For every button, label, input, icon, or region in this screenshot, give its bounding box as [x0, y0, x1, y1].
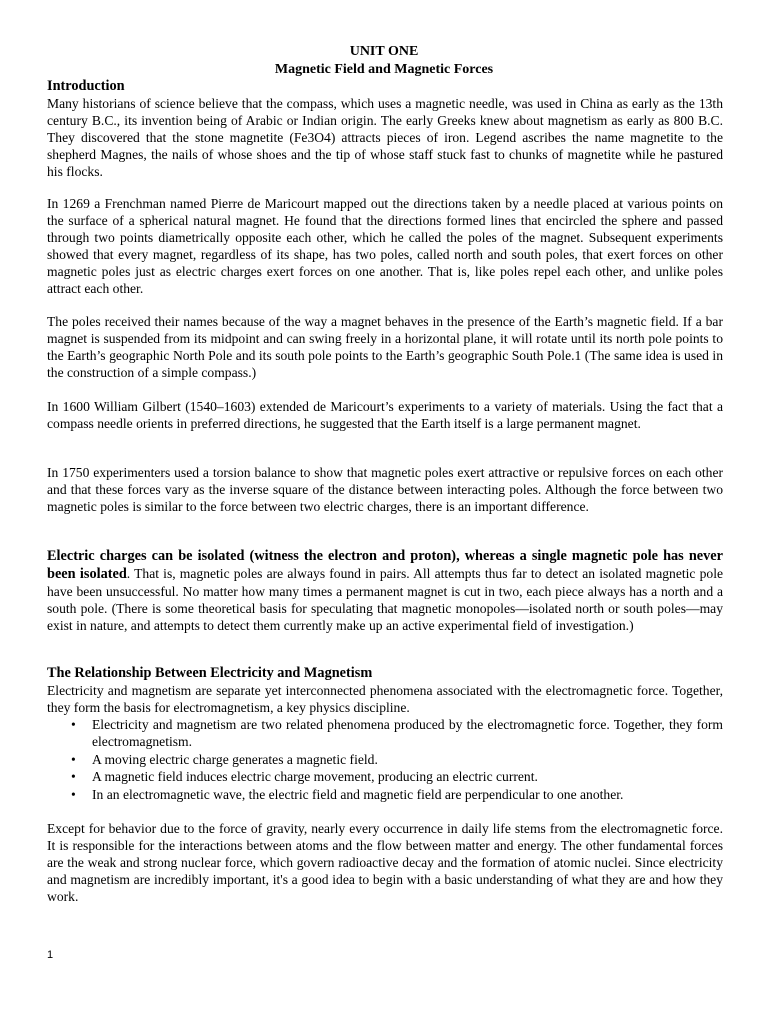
paragraph-gilbert: In 1600 William Gilbert (1540–1603) extended de Maricourt’s experiments to a variety of materials. Using the fact that a compass needle orients in preferred directions, he suggested that the Earth itself is a large permanent magnet.	[47, 399, 723, 431]
paragraph-maricourt: In 1269 a Frenchman named Pierre de Maricourt mapped out the directions taken by a needle placed at various points on the surface of a spherical natural magnet. He found that the directions formed lines that encircled the sphere and passed through two points diametrically opposite each other, which he called the poles of the magnet. Subsequent experiments showed that every magnet, regardless of its shape, has two poles, called north and south poles, that exert forces on other magnetic poles just as electric charges exert forces on one another. That is, like poles repel each other, and unlike poles attract each other.	[47, 196, 723, 296]
bullet-text: A moving electric charge generates a magnetic field.	[92, 752, 378, 767]
bullet-icon: •	[71, 769, 76, 784]
bullet-icon: •	[71, 717, 76, 732]
section-heading-introduction: Introduction	[47, 78, 125, 94]
section-heading-relationship: The Relationship Between Electricity and Magnetism	[47, 665, 373, 681]
paragraph-pole-names: The poles received their names because of the way a magnet behaves in the presence of the Earth’s magnetic field. If a bar magnet is suspended from its midpoint and can swing freely in a horizontal plane, it will rotate until its north pole points to the Earth’s geographic North Pole and its south pole points to the Earth’s geographic South Pole.1 (The same idea is used in the construction of a simple compass.)	[47, 314, 723, 380]
chapter-title: Magnetic Field and Magnetic Forces	[274, 62, 494, 77]
bullet-icon: •	[71, 752, 76, 767]
unit-title: UNIT ONE	[349, 44, 419, 59]
bullet-text: A magnetic field induces electric charge movement, producing an electric current.	[92, 769, 538, 784]
bullet-icon: •	[71, 787, 76, 802]
page-number: 1	[47, 949, 54, 961]
paragraph-isolated-poles	[47, 547, 723, 634]
bullet-text: Electricity and magnetism are two related phenomena produced by the electromagnetic force. Together, they form electromagnetism.	[92, 717, 723, 749]
paragraph-torsion-balance: In 1750 experimenters used a torsion balance to show that magnetic poles exert attractive or repulsive forces on each other and that these forces vary as the inverse square of the distance between interacting poles. Although the force between two magnetic poles is similar to the force between two electric charges, there is an important difference.	[47, 465, 723, 514]
isolated-poles-statement: Electric charges can be isolated (witness the electron and proton), whereas a single magnetic pole has never been isolated	[47, 548, 723, 582]
paragraph-electromagnetic-force: Except for behavior due to the force of gravity, nearly every occurrence in daily life stems from the electromagnetic force. It is responsible for the interactions between atoms and the flow between matter and energy. The other fundamental forces are the weak and strong nuclear force, which govern radioactive decay and the formation of atomic nuclei. Since electricity and magnetism are incredibly important, it's a good idea to begin with a basic understanding of what they are and how they work.	[47, 821, 723, 904]
isolated-poles-explanation: . That is, magnetic poles are always found in pairs. All attempts thus far to detect an isolated magnetic pole have been unsuccessful. No matter how many times a permanent magnet is cut in two, each piece always has a north and a south pole. (There is some theoretical basis for speculating that magnetic monopoles—isolated north or south poles—may exist in nature, and attempts to detect them currently make up an active experimental field of investigation.)	[47, 566, 724, 633]
paragraph-history-compass: Many historians of science believe that the compass, which uses a magnetic needle, was used in China as early as the 13th century B.C., its invention being of Arabic or Indian origin. The early Greeks knew about magnetism as early as 800 B.C. They discovered that the stone magnetite (Fe3O4) attracts pieces of iron. Legend ascribes the name magnetite to the shepherd Magnes, the nails of whose shoes and the tip of whose staff stuck fast to chunks of magnetite while he pastured his flocks.	[47, 96, 723, 179]
paragraph-relationship-intro: Electricity and magnetism are separate yet interconnected phenomena associated with the electromagnetic force. Together, they form the basis for electromagnetism, a key physics discipline.	[47, 683, 723, 715]
bullet-text: In an electromagnetic wave, the electric field and magnetic field are perpendicular to one another.	[92, 787, 624, 802]
